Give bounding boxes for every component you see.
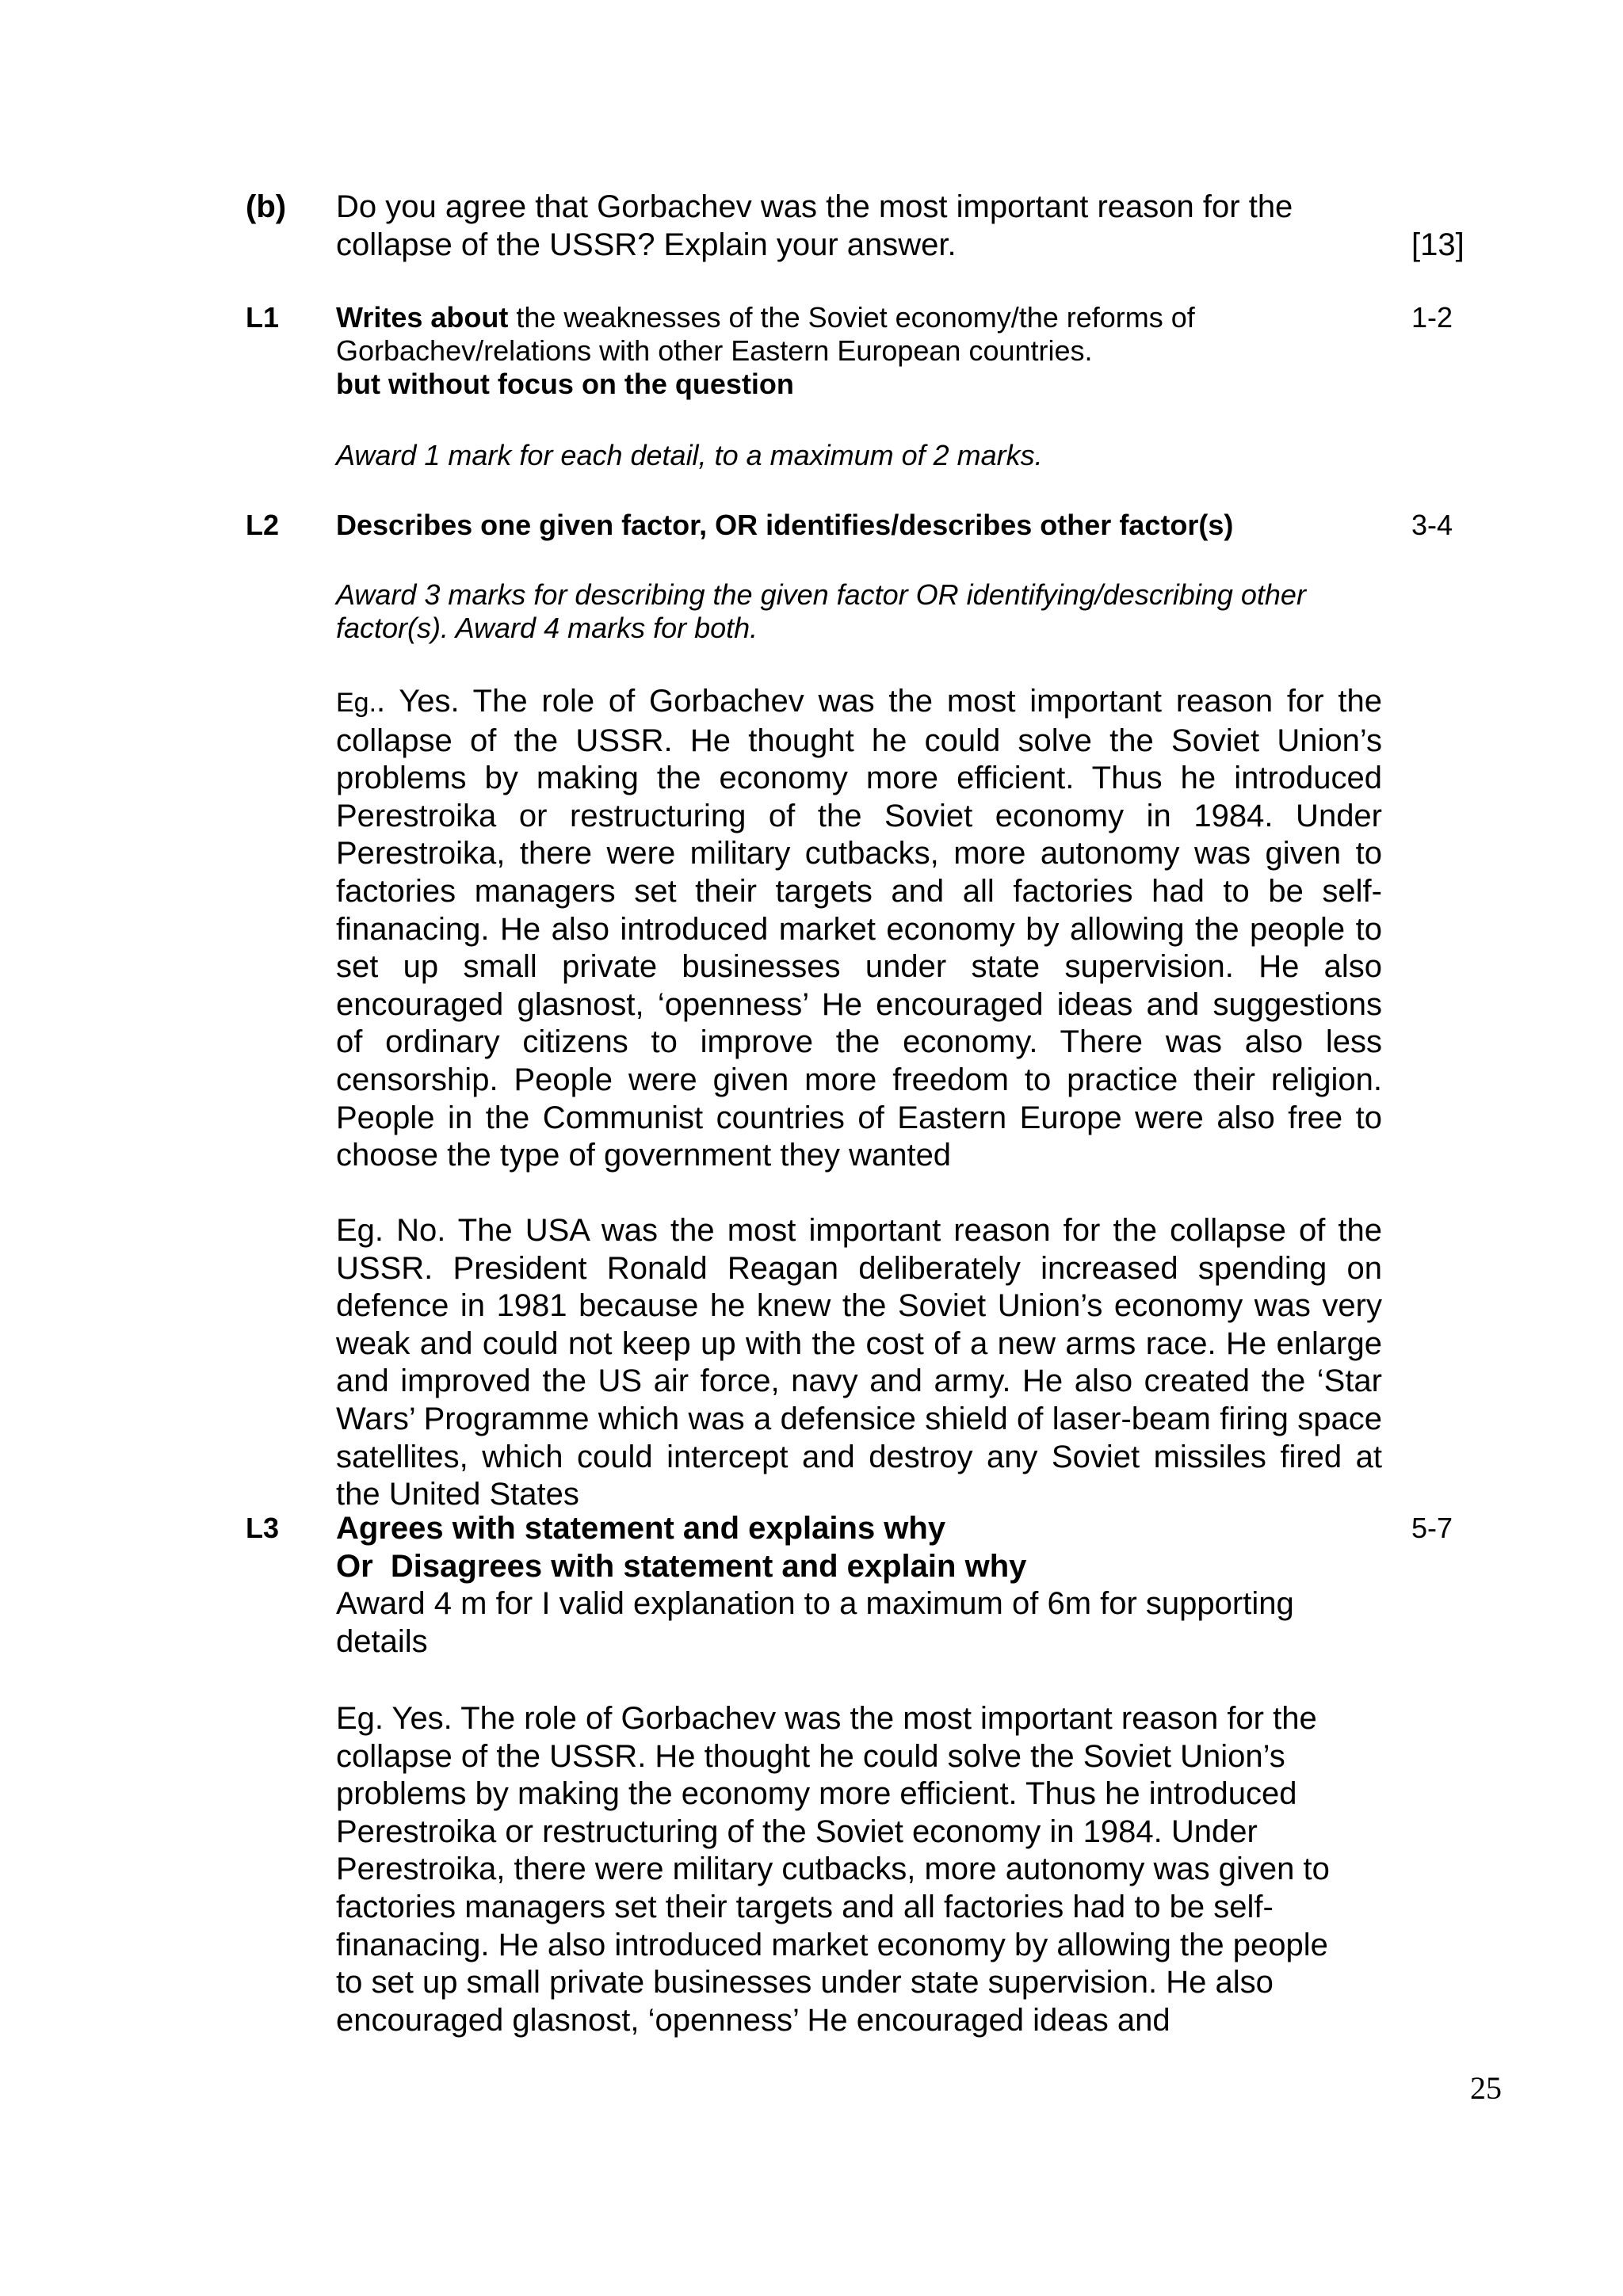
level-marks-l1: 1-2 (1411, 301, 1453, 334)
l3-guidance: Award 4 m for I valid explanation to a maximum of 6m for supporting details (336, 1586, 1294, 1659)
l1-guidance: Award 1 mark for each detail, to a maximum of 2 marks. (336, 439, 1043, 471)
l3-example-line: finanacing. He also introduced market economy by allowing the people (336, 1927, 1328, 1962)
l3-example-line: to set up small private businesses under state supervision. He also (336, 1965, 1274, 2000)
l1-lead-bold: Writes about (336, 301, 509, 334)
l3-example-line: encouraged glasnost, ‘openness’ He encouraged ideas and (336, 2002, 1170, 2038)
l2-guidance: Award 3 marks for describing the given factor OR identifying/describing other factor(s). Award 4 marks for both. (336, 578, 1306, 644)
page-number: 25 (1470, 2070, 1502, 2106)
question-label: (b) (246, 189, 287, 224)
l3-heading-agree: Agrees with statement and explains why (336, 1511, 946, 1546)
l3-example-line: Eg. Yes. The role of Gorbachev was the most important reason for the (336, 1701, 1317, 1736)
level-label-l1: L1 (246, 301, 280, 334)
l1-lead-rest: the weaknesses of the Soviet economy/the reforms of Gorbachev/relations with other Eastern European countries. (336, 301, 1195, 367)
l3-example-line: Perestroika, there were military cutbacks, more autonomy was given to (336, 1852, 1330, 1887)
level-marks-l2: 3-4 (1411, 509, 1453, 541)
l3-example-line: collapse of the USSR. He thought he could solve the Soviet Union’s (336, 1738, 1285, 1774)
l3-example-line: Perestroika or restructuring of the Soviet economy in 1984. Under (336, 1814, 1258, 1849)
level-marks-l3: 5-7 (1411, 1512, 1453, 1544)
l2-example-yes-prefix: Eg. (336, 688, 377, 718)
l3-example-line: factories managers set their targets and all factories had to be self- (336, 1889, 1274, 1924)
level-label-l3: L3 (246, 1512, 280, 1544)
l2-example-yes-text: . Yes. The role of Gorbachev was the most important reason for the collapse of the USSR. He thought he could solve the Soviet Union’s problems by making the economy more efficient. Thus he introduced Perestroika or restructuring of the Soviet economy in 1984. Under Perestroika, there were military cutbacks, more autonomy was given to factories managers set their targets and all factories had to be self-finanacing. He also introduced market economy by allowing the people to set up small private businesses under state supervision. He also encouraged glasnost, ‘openness’ He encouraged ideas and suggestions of ordinary citizens to improve the economy. There was also less censorship. People were given more freedom to practice their religion. People in the Communist countries of Eastern Europe were also free to choose the type of government they wanted (336, 684, 1382, 1173)
l1-qualifier: but without focus on the question (336, 368, 794, 400)
level-description-l1 (336, 301, 1287, 401)
question-marks: [13] (1411, 227, 1465, 262)
l3-heading-disagree: Or Disagrees with statement and explain why (336, 1548, 1027, 1584)
l2-example-no: Eg. No. The USA was the most important reason for the collapse of the USSR. President Ronald Reagan deliberately increased spending on defence in 1981 because he knew the Soviet Union’s economy was very weak and could not keep up with the cost of a new arms race. He enlarge and improved the US air force, navy and army. He also created the ‘Star Wars’ Programme which was a defensice shield of laser-beam firing space satellites, which could intercept and destroy any Soviet missiles fired at the United States (336, 1213, 1382, 1512)
l3-example-yes (336, 1700, 1398, 2039)
l3-example-line: problems by making the economy more efficient. Thus he introduced (336, 1776, 1297, 1812)
l2-heading: Describes one given factor, OR identifies/describes other factor(s) (336, 509, 1234, 541)
l2-example-yes (336, 683, 1382, 1175)
level-description-l3 (336, 1510, 1382, 1661)
level-label-l2: L2 (246, 509, 280, 541)
question-text: Do you agree that Gorbachev was the most important reason for the collapse of the USSR? Explain your answer. (336, 189, 1293, 262)
